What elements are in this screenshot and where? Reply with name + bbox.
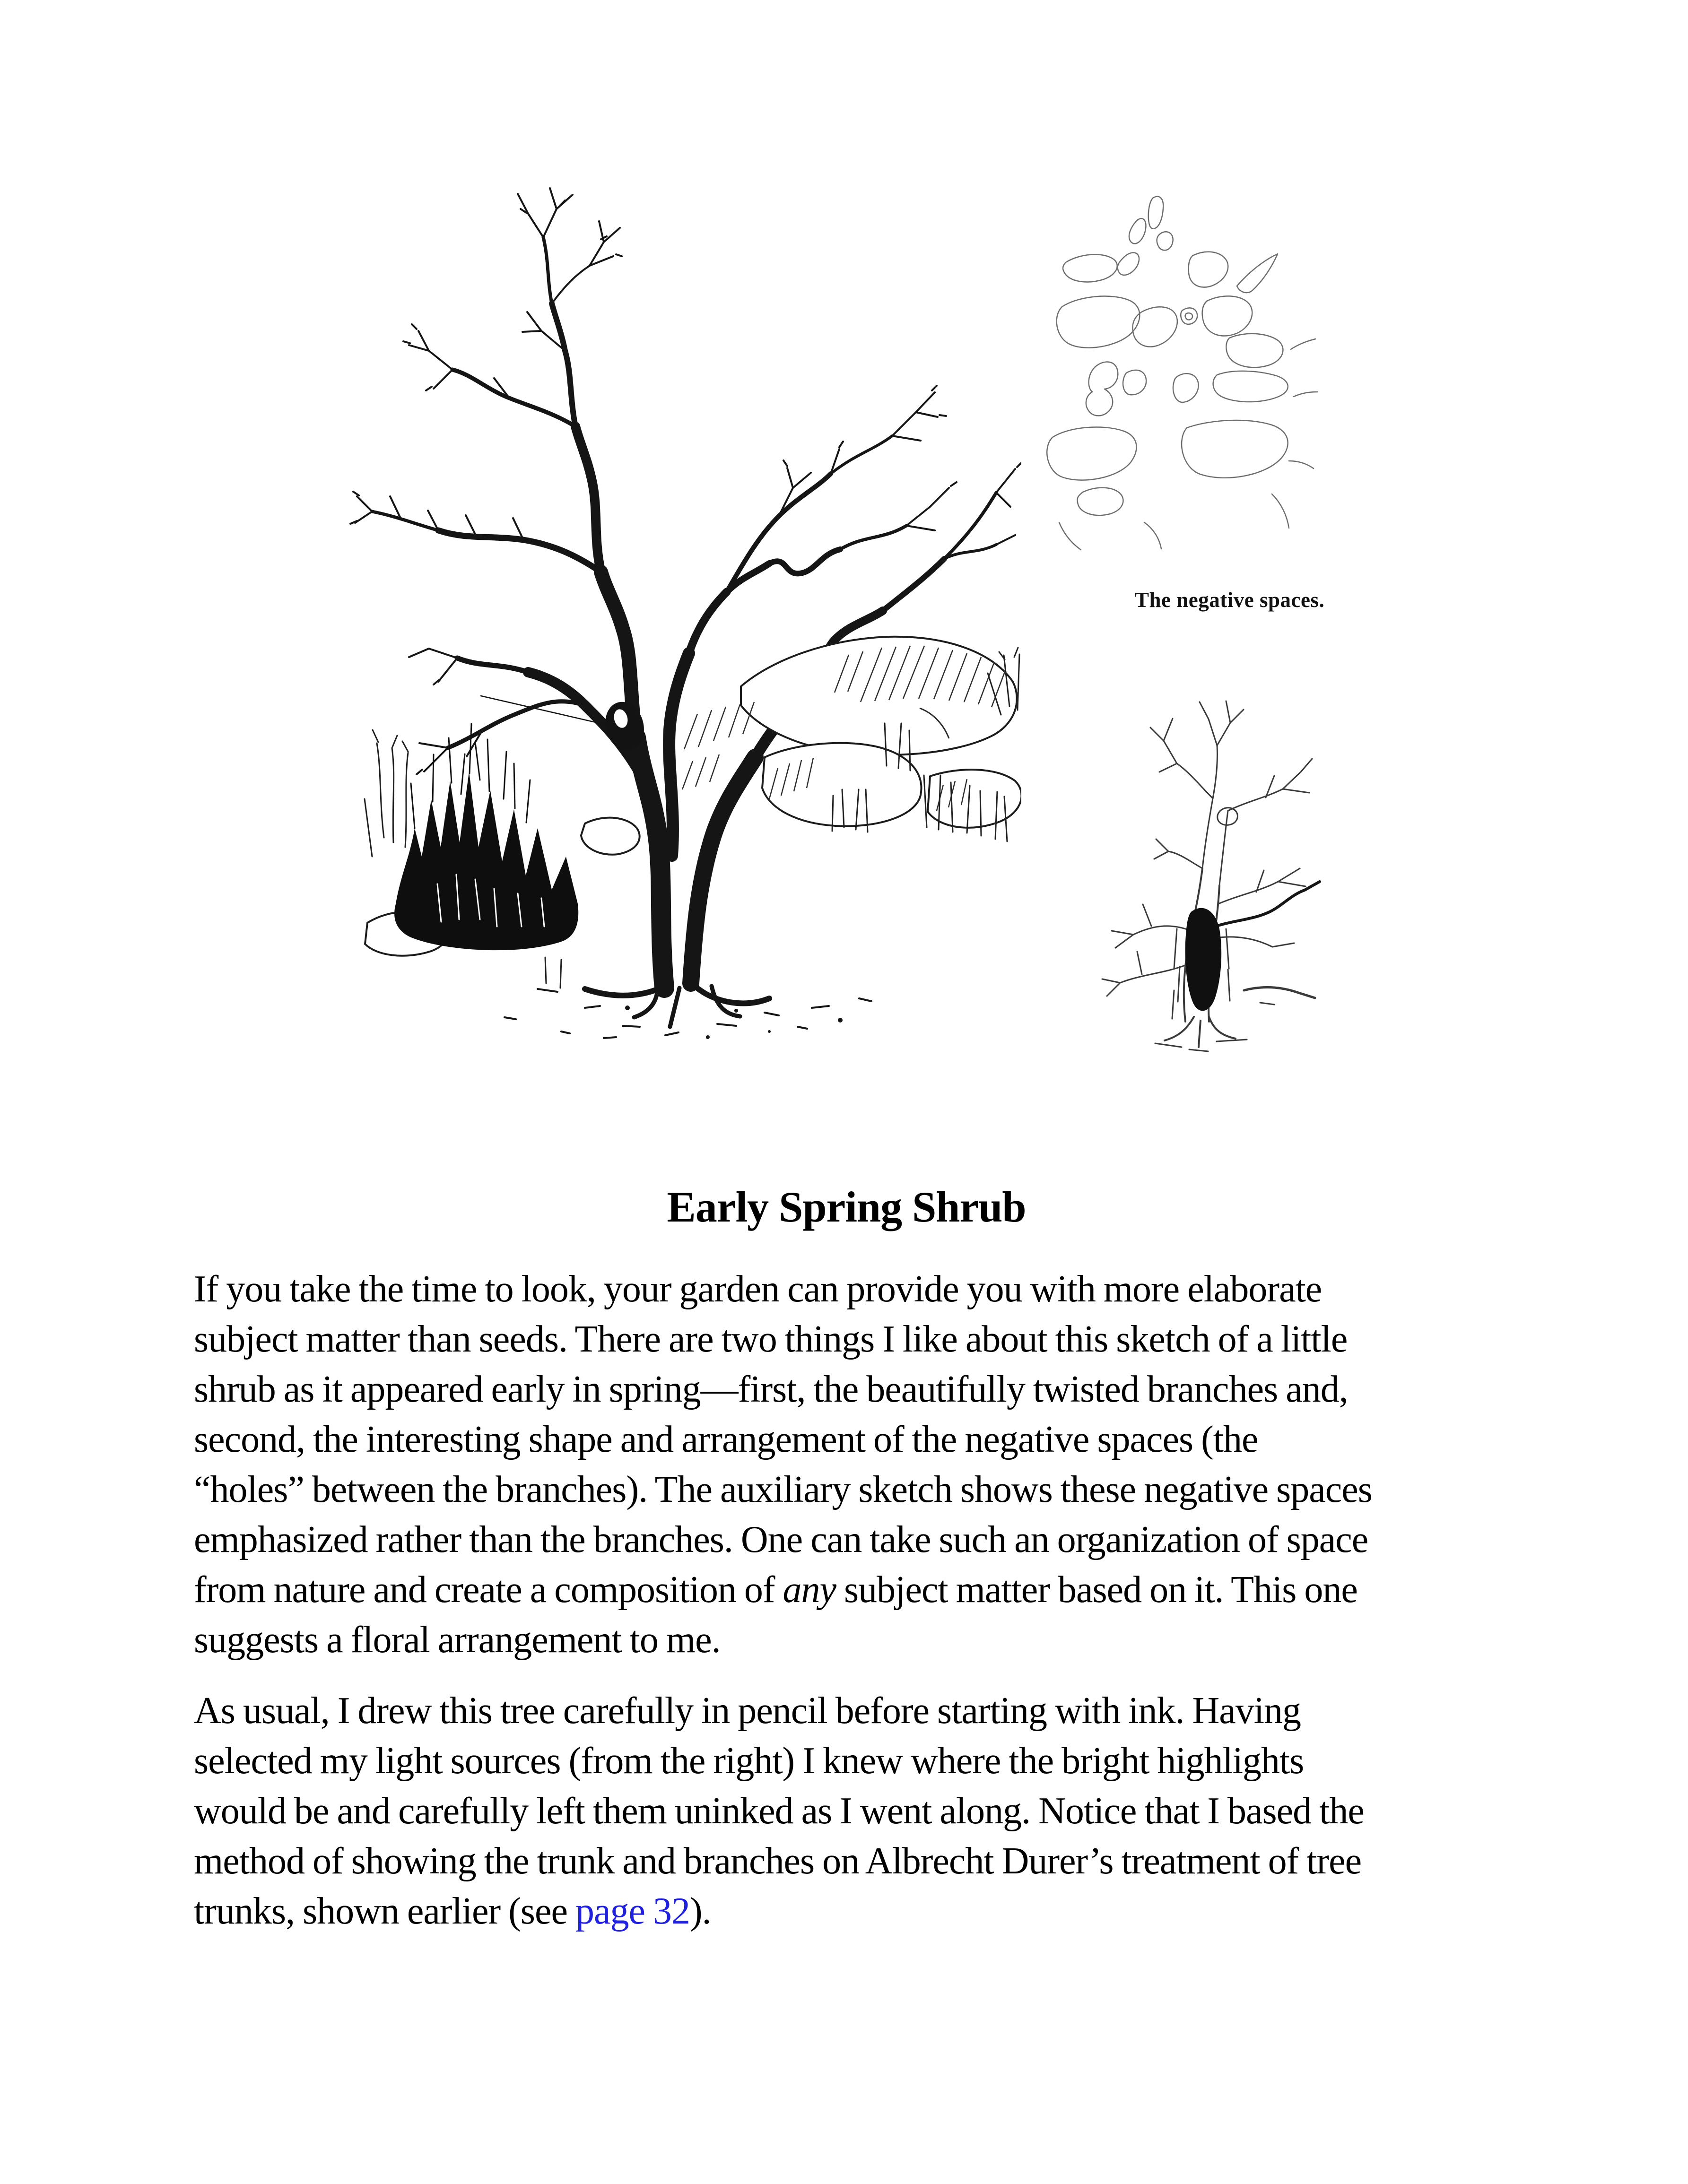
text-segment: method of showing the trunk and branches on Albrecht Durer’s treatment of tree	[194, 1840, 1362, 1882]
text-line	[194, 1414, 1499, 1465]
negative-spaces-figure	[1026, 191, 1329, 645]
text-segment: would be and carefully left them uninked as I went along. Notice that I based the	[194, 1790, 1364, 1832]
text-segment: suggests a floral arrangement to me.	[194, 1619, 721, 1661]
text-line	[194, 1465, 1499, 1515]
text-segment: subject matter than seeds. There are two things I like about this sketch of a little	[194, 1318, 1348, 1360]
text-segment: “holes” between the branches). The auxiliary sketch shows these negative spaces	[194, 1469, 1372, 1510]
main-tree-illustration	[338, 184, 1021, 1073]
text-segment: If you take the time to look, your garden can provide you with more elaborate	[194, 1268, 1322, 1310]
text-segment: shrub as it appeared early in spring—first, the beautifully twisted branches and,	[194, 1369, 1348, 1410]
body-text	[194, 1264, 1499, 1936]
main-tree-figure	[338, 184, 1021, 1073]
negative-spaces-illustration	[1026, 191, 1319, 584]
text-line	[194, 1736, 1499, 1786]
text-segment: trunks, shown earlier (see	[194, 1890, 575, 1932]
text-segment: ).	[689, 1890, 711, 1932]
text-line	[194, 1886, 1499, 1936]
text-segment: subject matter based on it. This one	[836, 1569, 1357, 1611]
text-line	[194, 1314, 1499, 1364]
text-line	[194, 1615, 1499, 1665]
text-line	[194, 1565, 1499, 1615]
paragraph	[194, 1264, 1499, 1665]
text-segment: selected my light sources (from the right) I knew where the bright highlights	[194, 1740, 1304, 1782]
text-line	[194, 1264, 1499, 1314]
small-tree-illustration	[1076, 683, 1326, 1057]
text-segment: second, the interesting shape and arrangement of the negative spaces (the	[194, 1419, 1258, 1460]
text-segment: from nature and create a composition of	[194, 1569, 783, 1611]
text-line	[194, 1686, 1499, 1736]
text-segment: emphasized rather than the branches. One can take such an organization of space	[194, 1519, 1368, 1560]
text-line	[194, 1836, 1499, 1886]
section-heading: Early Spring Shrub	[667, 1183, 1026, 1231]
paragraph	[194, 1686, 1499, 1936]
page-32-link[interactable]: page 32	[575, 1890, 690, 1932]
text-line	[194, 1515, 1499, 1565]
text-column	[194, 1183, 1499, 1936]
text-segment: As usual, I drew this tree carefully in pencil before starting with ink. Having	[194, 1690, 1301, 1732]
small-tree-figure	[1076, 683, 1326, 1057]
text-line	[194, 1364, 1499, 1414]
text-line	[194, 1786, 1499, 1836]
negative-spaces-caption: The negative spaces.	[1135, 588, 1325, 612]
italic-text: any	[783, 1569, 836, 1611]
